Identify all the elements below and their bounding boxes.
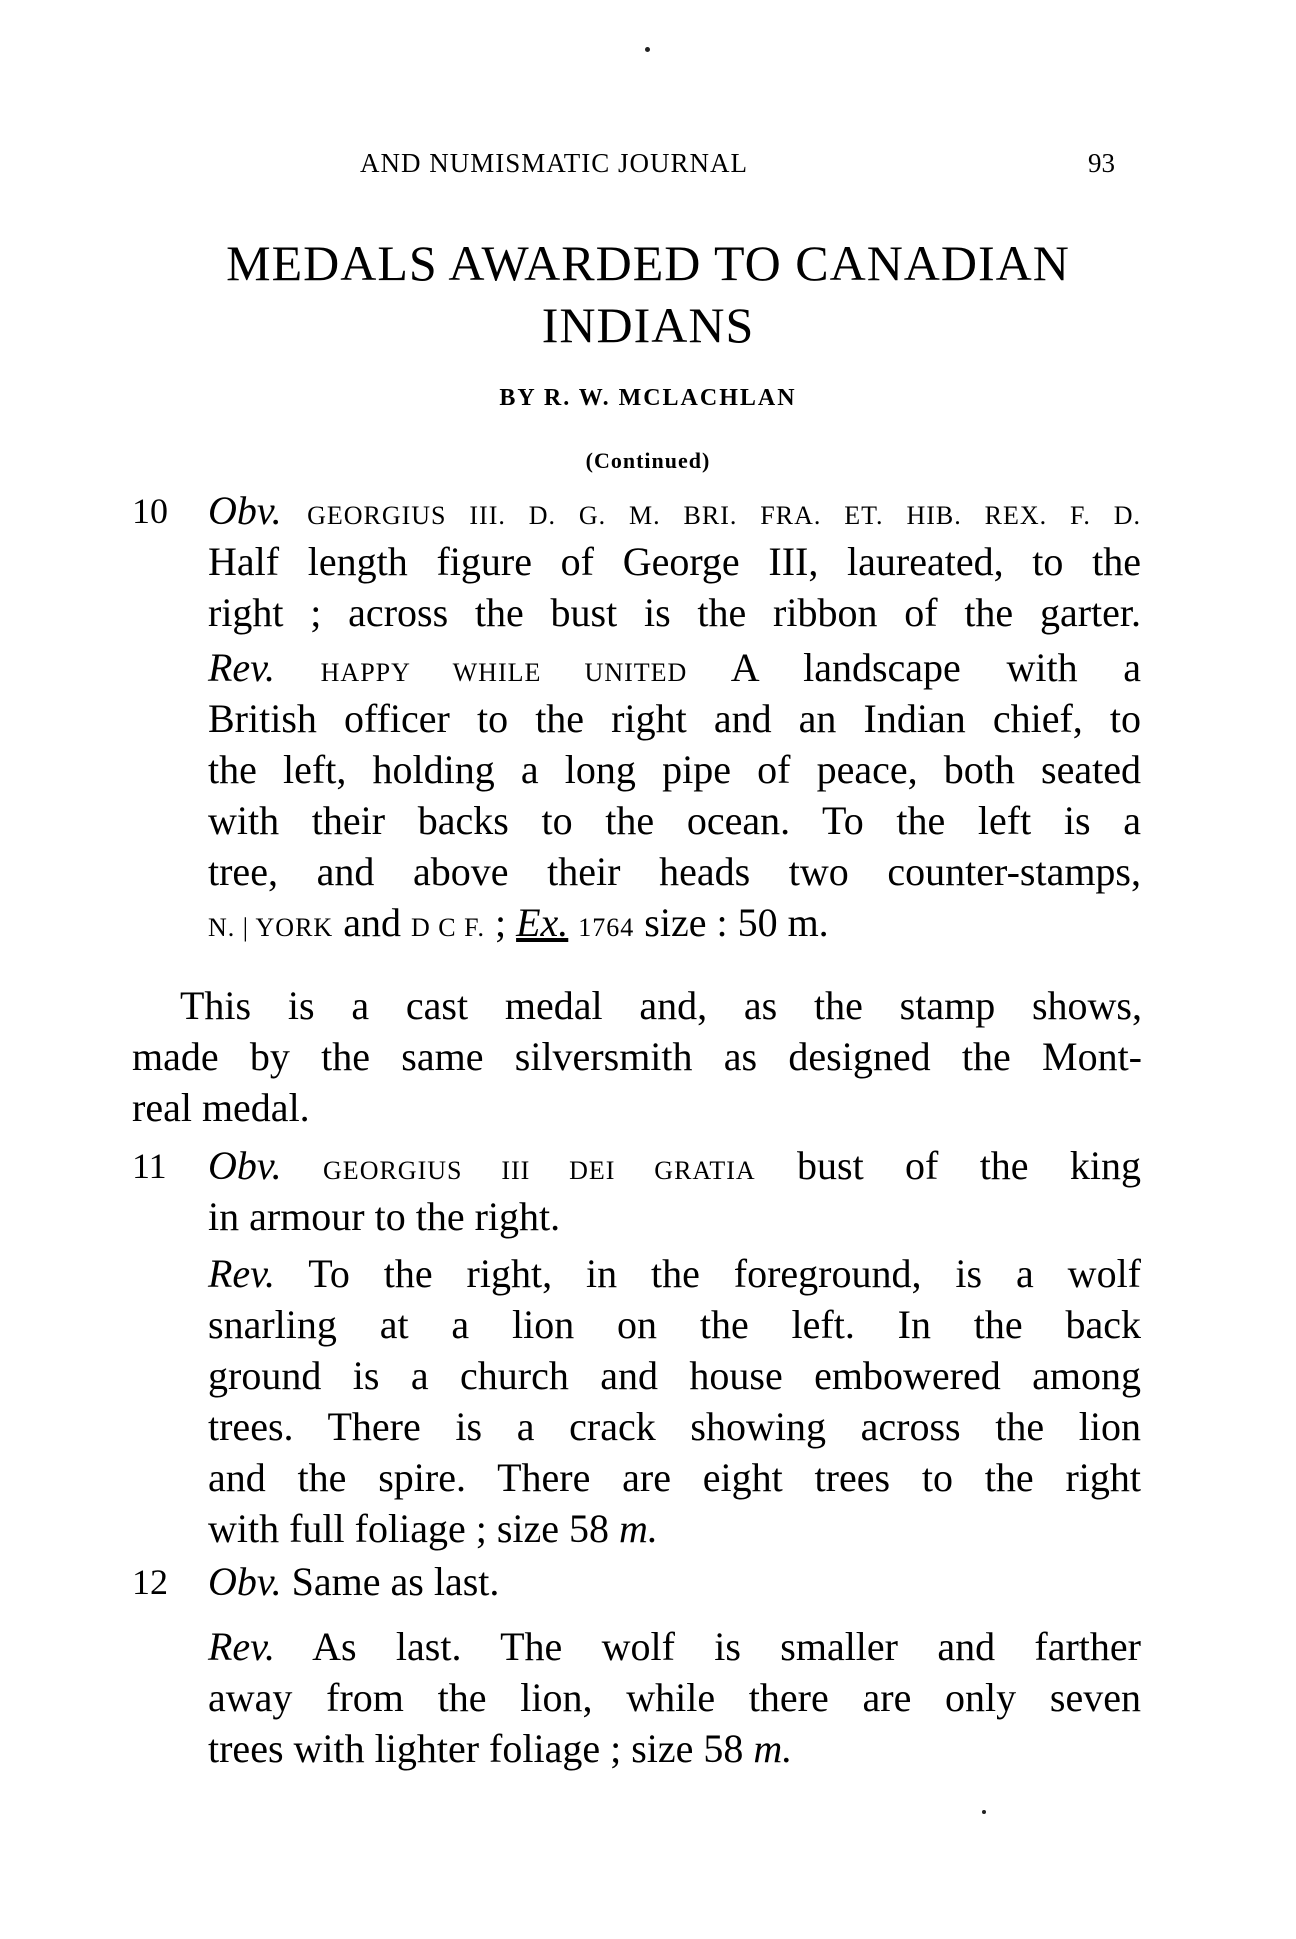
reverse-text-line: tree, and above their heads two counter-stamps, bbox=[208, 849, 1141, 894]
title-line-1: MEDALS AWARDED TO CANADIAN bbox=[226, 235, 1070, 291]
reverse-legend: HAPPY WHILE UNITED bbox=[320, 658, 688, 687]
reverse-text-line: and the spire. There are eight trees to the right bbox=[208, 1455, 1141, 1500]
reverse-line bbox=[208, 1621, 1141, 1672]
obverse-label: Obv. bbox=[208, 1559, 282, 1604]
reverse-text-line: with their backs to the ocean. To the left is a bbox=[208, 798, 1141, 843]
title-line-2: INDIANS bbox=[541, 297, 755, 353]
entry-number: 10 bbox=[132, 491, 168, 531]
reverse-text: To the right, in the foreground, is a wolf bbox=[308, 1251, 1141, 1296]
stamp-dcf: D C F. bbox=[410, 913, 485, 942]
obverse-line bbox=[208, 1140, 1141, 1191]
reverse-text-line: trees. There is a crack showing across the lion bbox=[208, 1404, 1141, 1449]
stamps-line bbox=[208, 897, 1141, 948]
entry-10 bbox=[208, 485, 1141, 948]
reverse-text: with full foliage ; size 58 bbox=[208, 1506, 610, 1551]
reverse-label: Rev. bbox=[208, 1251, 275, 1296]
reverse-line bbox=[208, 642, 1141, 693]
entry-number: 12 bbox=[132, 1562, 168, 1602]
running-head: AND NUMISMATIC JOURNAL bbox=[360, 148, 749, 178]
note-line: made by the same silversmith as designed the Mont- bbox=[132, 1034, 1142, 1079]
reverse-label: Rev. bbox=[208, 645, 275, 690]
reverse-line bbox=[208, 1248, 1141, 1299]
note-paragraph bbox=[132, 980, 1142, 1133]
separator: ; bbox=[494, 900, 507, 945]
note-line: real medal. bbox=[132, 1085, 310, 1130]
reverse-label: Rev. bbox=[208, 1624, 275, 1669]
stamp-new-york: N. | YORK bbox=[208, 913, 334, 942]
reverse-text: trees with lighter foliage ; size 58 bbox=[208, 1726, 744, 1771]
reverse-text-line: British officer to the right and an Indian chief, to bbox=[208, 696, 1141, 741]
byline: BY R. W. MCLACHLAN bbox=[499, 385, 797, 411]
obverse-label: Obv. bbox=[208, 488, 282, 533]
note-line: This is a cast medal and, as the stamp shows, bbox=[180, 983, 1142, 1028]
reverse-size-line bbox=[208, 1503, 1141, 1554]
obverse-text: bust of the king bbox=[797, 1143, 1142, 1188]
obverse-legend: GEORGIUS III. D. G. M. BRI. FRA. ET. HIB. REX. F. D. bbox=[307, 501, 1142, 530]
exergue-label: Ex. bbox=[516, 900, 569, 945]
obverse-line bbox=[208, 485, 1141, 536]
reverse-text-line: away from the lion, while there are only seven bbox=[208, 1675, 1141, 1720]
entry-12 bbox=[208, 1556, 1141, 1774]
speck-top bbox=[645, 47, 650, 52]
speck-bottom bbox=[982, 1810, 986, 1814]
obverse-label: Obv. bbox=[208, 1143, 282, 1188]
entry-number: 11 bbox=[132, 1146, 167, 1186]
reverse-text: A landscape with a bbox=[730, 645, 1142, 690]
exergue-year: 1764 bbox=[578, 913, 635, 942]
obverse-text-line: right ; across the bust is the ribbon of the garter. bbox=[208, 590, 1141, 635]
reverse-text-line: the left, holding a long pipe of peace, both seated bbox=[208, 747, 1141, 792]
obverse-text-line: in armour to the right. bbox=[208, 1194, 561, 1239]
reverse-size-line bbox=[208, 1723, 1141, 1774]
unit-text: m. bbox=[753, 1726, 793, 1771]
reverse-text-line: snarling at a lion on the left. In the back bbox=[208, 1302, 1141, 1347]
article-title bbox=[0, 232, 1296, 356]
continued-note: (Continued) bbox=[585, 448, 711, 473]
reverse-text-line: ground is a church and house embowered among bbox=[208, 1353, 1141, 1398]
unit-text: m. bbox=[619, 1506, 658, 1551]
size-text: size : 50 m. bbox=[644, 900, 829, 945]
page-number: 93 bbox=[1088, 148, 1115, 178]
obverse-text: Same as last. bbox=[291, 1559, 500, 1604]
entry-11 bbox=[208, 1140, 1141, 1554]
obverse-line bbox=[208, 1556, 1141, 1607]
obverse-legend: GEORGIUS III DEI GRATIA bbox=[323, 1156, 756, 1185]
reverse-text: As last. The wolf is smaller and farther bbox=[312, 1624, 1141, 1669]
and-word: and bbox=[343, 900, 401, 945]
obverse-text-line: Half length figure of George III, laureated, to the bbox=[208, 539, 1141, 584]
